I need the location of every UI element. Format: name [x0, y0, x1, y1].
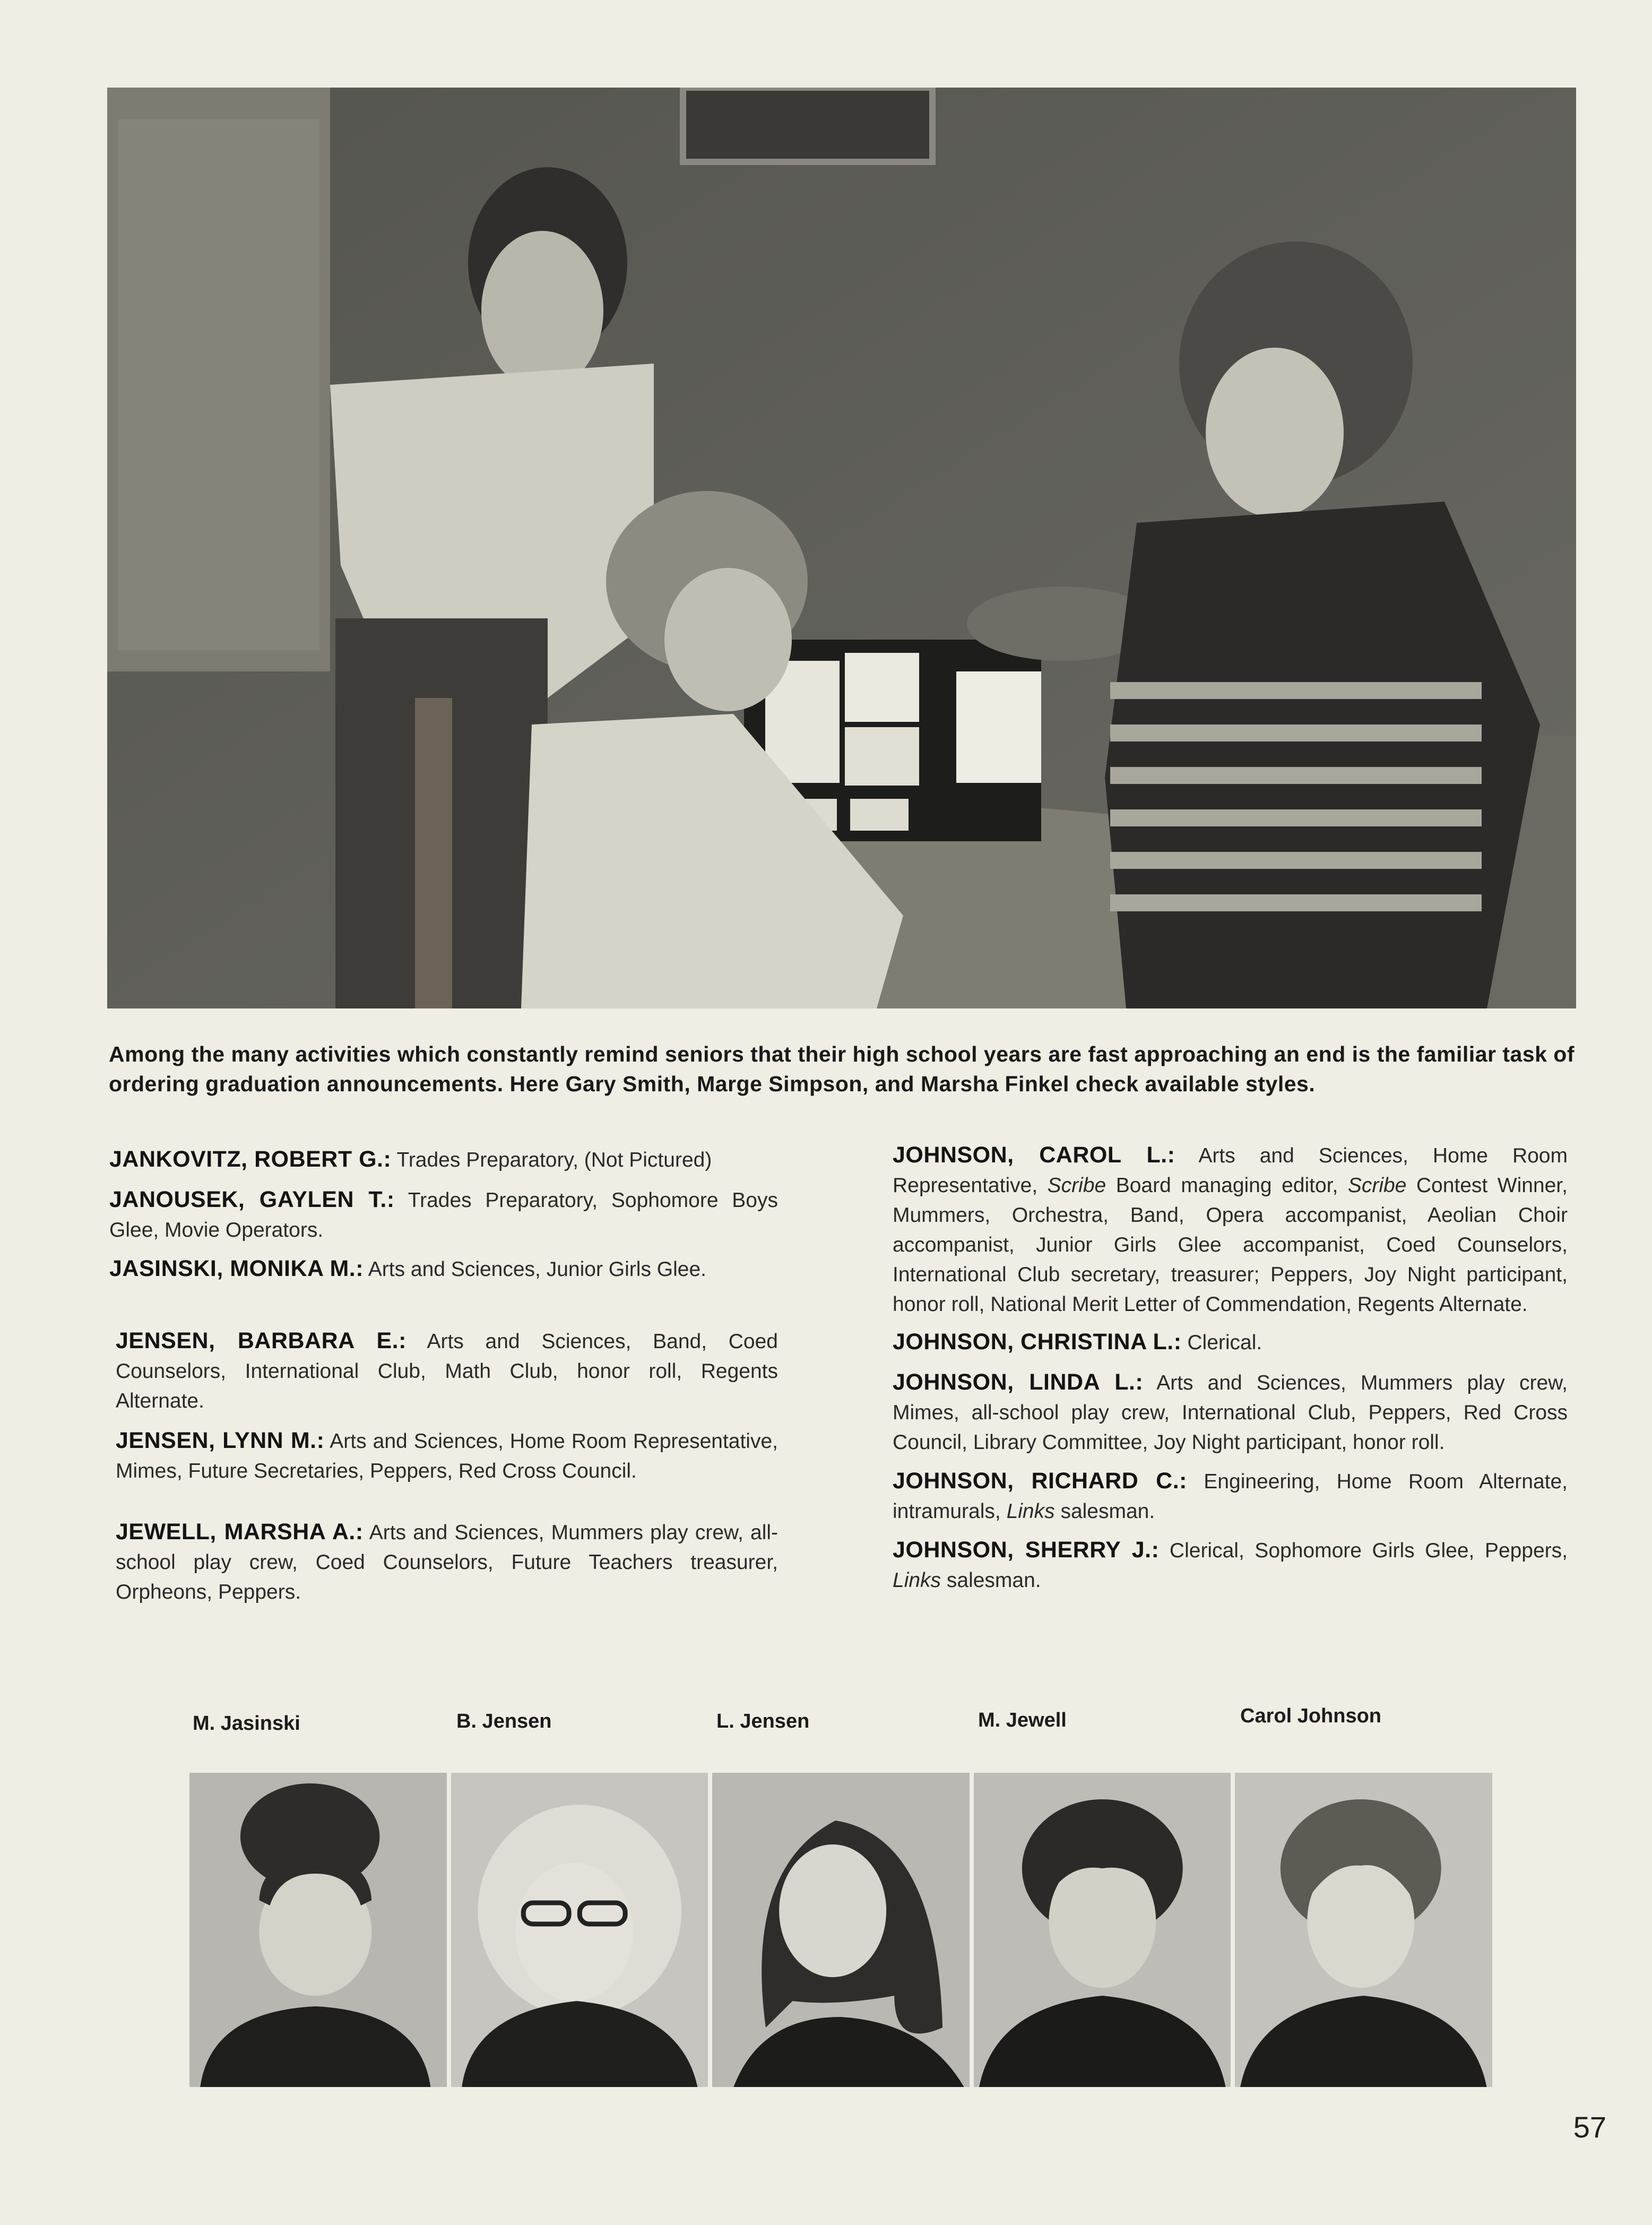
- entries-right-column: [893, 1140, 1568, 1596]
- entry-johnson-christina: [893, 1327, 1568, 1358]
- entries-left-column: [109, 1144, 778, 1607]
- entry-name: JOHNSON, SHERRY J.:: [893, 1537, 1160, 1563]
- entry-text-part: Board managing editor,: [1106, 1174, 1348, 1197]
- entry-italic: Scribe: [1047, 1174, 1106, 1197]
- entry-jewell: [109, 1517, 778, 1607]
- portrait-m-jewell: [974, 1773, 1231, 2087]
- entry-text-part: Engineering, Home Room Alternate, intramurals,: [893, 1470, 1568, 1523]
- entry-text-part: Contest Winner, Mummers, Orchestra, Band, Opera accompanist, Aeolian Choir accompanist, Junior Girls Glee accompanist, Coed Counselors, International Club secretary, treasurer; Peppers, Joy Night participant, honor roll, National Merit Letter of Commendation, Regents Alternate.: [893, 1174, 1568, 1316]
- entry-text: Arts and Sciences, Junior Girls Glee.: [368, 1258, 706, 1281]
- entry-text: Arts and Sciences, Mummers play crew, all-school play crew, Coed Counselors, Future Teachers treasurer, Orpheons, Peppers.: [116, 1521, 779, 1603]
- entry-johnson-linda: [893, 1367, 1568, 1458]
- entry-name: JASINSKI, MONIKA M.:: [109, 1256, 364, 1281]
- entry-text-part: Clerical, Sophomore Girls Glee, Peppers,: [1169, 1539, 1568, 1562]
- portrait-label-m-jasinski: M. Jasinski: [193, 1712, 300, 1735]
- entry-italic: Scribe: [1347, 1174, 1407, 1197]
- portrait-m-jasinski: [189, 1773, 447, 2087]
- entry-text-part: salesman.: [941, 1569, 1041, 1592]
- portrait-carol-johnson: [1235, 1773, 1492, 2087]
- entry-text-part: Arts and Sciences, Mummers play crew, Mimes, all-school play crew, International Club, Peppers, Red Cross Council, Library Committee, Joy Night participant, honor roll.: [893, 1372, 1568, 1454]
- entry-johnson-sherry: [893, 1535, 1568, 1596]
- entry-text-part: Clerical.: [1187, 1331, 1262, 1354]
- portrait-label-l-jensen: L. Jensen: [716, 1710, 810, 1732]
- entry-name: JOHNSON, CHRISTINA L.:: [893, 1329, 1182, 1355]
- entry-text-part: salesman.: [1054, 1500, 1155, 1523]
- entry-text-part: Arts and Sciences, Home Room Representative,: [893, 1144, 1568, 1197]
- entry-name: JENSEN, LYNN M.:: [116, 1428, 325, 1453]
- entry-text: Trades Preparatory, Sophomore Boys Glee, Movie Operators.: [109, 1189, 778, 1241]
- entry-name: JENSEN, BARBARA E.:: [116, 1328, 406, 1353]
- entry-jankovitz: [109, 1144, 778, 1175]
- photo-caption: Among the many activities which constantly remind seniors that their high school years are fast approaching an end is the familiar task of ordering graduation announcements. Here Gary Smith, Marge Simpson, and Marsha Finkel check available styles.: [109, 1042, 1575, 1096]
- portrait-label-b-jensen: B. Jensen: [456, 1710, 552, 1732]
- page-number: 57: [1573, 2110, 1606, 2144]
- entry-name: JANOUSEK, GAYLEN T.:: [109, 1187, 395, 1212]
- entry-johnson-richard: [893, 1466, 1568, 1527]
- entry-jensen-lynn: [109, 1426, 778, 1486]
- entry-text: Arts and Sciences, Band, Coed Counselors, International Club, Math Club, honor roll, Regents Alternate.: [116, 1330, 779, 1412]
- portrait-row: [189, 1773, 1492, 2087]
- portrait-label-m-jewell: M. Jewell: [978, 1709, 1067, 1731]
- entry-jasinski: [109, 1254, 778, 1284]
- entry-janousek: [109, 1185, 778, 1245]
- entry-name: JOHNSON, CAROL L.:: [893, 1142, 1175, 1168]
- entry-text: Arts and Sciences, Home Room Representative, Mimes, Future Secretaries, Peppers, Red Cross Council.: [116, 1430, 778, 1482]
- entry-johnson-carol: [893, 1140, 1568, 1320]
- entry-text: Trades Preparatory, (Not Pictured): [396, 1149, 712, 1171]
- portrait-label-carol-johnson: Carol Johnson: [1240, 1705, 1382, 1727]
- portrait-l-jensen: [712, 1773, 970, 2087]
- portrait-b-jensen: [451, 1773, 708, 2087]
- group-photograph: [107, 88, 1576, 1008]
- entry-name: JANKOVITZ, ROBERT G.:: [109, 1146, 392, 1172]
- entry-italic: Links: [893, 1569, 941, 1592]
- entry-jensen-barbara: [109, 1326, 778, 1416]
- entry-name: JOHNSON, LINDA L.:: [893, 1369, 1144, 1395]
- entry-name: JOHNSON, RICHARD C.:: [893, 1468, 1187, 1494]
- entry-name: JEWELL, MARSHA A.:: [116, 1519, 364, 1545]
- entry-italic: Links: [1006, 1500, 1055, 1523]
